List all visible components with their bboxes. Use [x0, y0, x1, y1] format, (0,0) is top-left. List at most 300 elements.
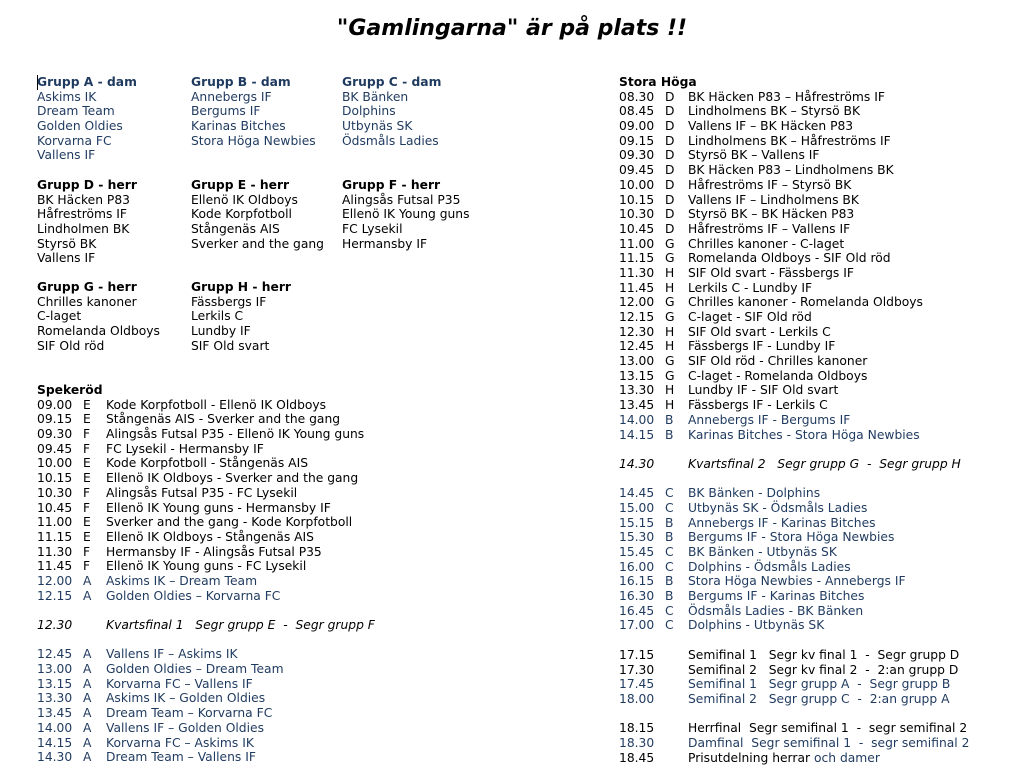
match-teams: Kode Korpfotboll - Stångenäs AIS	[106, 456, 308, 471]
match-row	[37, 721, 375, 736]
match-group: E	[83, 456, 91, 471]
match-time: 14.30	[619, 456, 655, 471]
team-name: Askims IK	[37, 89, 97, 104]
spacer	[619, 707, 969, 722]
match-group: D	[665, 104, 675, 119]
team-name: Ödsmåls Ladies	[342, 133, 439, 148]
match-row	[619, 663, 969, 678]
match-time: 15.30	[619, 530, 655, 545]
match-time: 17.45	[619, 677, 655, 692]
match-time: 14.15	[619, 427, 655, 442]
match-teams: Kvartsfinal 1 Segr grupp E - Segr grupp F	[106, 618, 375, 632]
match-time: 14.00	[37, 720, 73, 735]
match-teams: Håfreströms IF – Vallens IF	[688, 221, 851, 236]
match-group: E	[83, 471, 91, 486]
group-block	[191, 280, 291, 353]
match-group: C	[665, 545, 674, 559]
match-group: G	[665, 236, 675, 251]
match-row	[37, 412, 375, 427]
match-group: A	[83, 588, 92, 603]
match-row	[619, 178, 969, 193]
team-name: Fässbergs IF	[191, 294, 267, 309]
match-group	[665, 751, 688, 766]
match-time: 11.15	[619, 251, 655, 266]
match-group: D	[665, 148, 675, 163]
match-group: D	[665, 163, 675, 178]
match-time: 11.15	[37, 529, 73, 544]
match-row	[37, 736, 375, 751]
match-row	[619, 751, 969, 766]
match-teams: Styrsö BK – Vallens IF	[688, 148, 820, 163]
match-teams: Fässbergs IF - Lundby IF	[688, 339, 836, 354]
match-teams: FC Lysekil - Hermansby IF	[106, 441, 264, 456]
match-teams: Håfreströms IF – Styrsö BK	[688, 177, 852, 192]
match-group: F	[83, 485, 91, 500]
match-row	[37, 442, 375, 457]
match-teams: Dolphins - Ödsmåls Ladies	[688, 559, 851, 574]
team-name: C-laget	[37, 309, 82, 324]
match-row	[619, 369, 969, 384]
team-name: Dolphins	[342, 104, 396, 119]
match-teams: Bergums IF - Karinas Bitches	[688, 589, 865, 604]
match-teams: Stångenäs AIS - Sverker and the gang	[106, 412, 341, 427]
team-name: Sverker and the gang	[191, 236, 324, 251]
team-name: Korvarna FC	[37, 133, 112, 148]
match-group: D	[665, 207, 675, 222]
match-time: 16.45	[619, 603, 655, 618]
match-group: B	[665, 530, 674, 545]
match-row	[619, 325, 969, 340]
match-row	[619, 398, 969, 413]
match-group: C	[665, 559, 674, 574]
spacer	[619, 633, 969, 648]
match-teams: Prisutdelning herrar och damer	[688, 750, 880, 765]
match-time: 18.15	[619, 721, 655, 736]
match-time: 12.30	[619, 324, 655, 339]
match-row	[619, 383, 969, 398]
match-row	[37, 427, 375, 442]
schedule-spekerod	[37, 383, 375, 765]
match-group: C	[665, 603, 674, 618]
match-time: 17.00	[619, 618, 655, 633]
match-teams: Ellenö IK Oldboys - Stångenäs AIS	[106, 529, 314, 544]
match-group: A	[83, 720, 92, 735]
match-group	[665, 663, 688, 678]
match-row	[37, 662, 375, 677]
match-time: 17.30	[619, 662, 655, 677]
group-title: Grupp D - herr	[37, 178, 137, 192]
match-time: 14.30	[37, 750, 73, 765]
match-teams: Askims IK – Golden Oldies	[106, 691, 266, 706]
match-group: H	[665, 383, 675, 398]
group-block	[191, 178, 324, 251]
match-group: D	[665, 221, 675, 236]
match-group: A	[83, 735, 92, 750]
match-row	[37, 559, 375, 574]
match-group	[83, 618, 106, 633]
match-teams: Ellenö IK Young guns - Hermansby IF	[106, 500, 331, 515]
group-title: Grupp C - dam	[342, 75, 442, 89]
match-row	[619, 148, 969, 163]
match-row	[619, 413, 969, 428]
page-title: "Gamlingarna" är på plats !!	[336, 16, 688, 41]
match-row	[619, 266, 969, 281]
match-time: 11.30	[619, 265, 655, 280]
match-time: 09.15	[619, 133, 655, 148]
match-group: F	[83, 427, 91, 442]
match-time: 08.30	[619, 89, 655, 104]
spacer	[37, 603, 375, 618]
match-time: 14.00	[619, 412, 655, 427]
match-teams: Kode Korpfotboll - Ellenö IK Oldboys	[106, 397, 327, 412]
match-row	[619, 251, 969, 266]
match-time: 11.45	[619, 280, 655, 295]
match-row	[619, 281, 969, 296]
match-teams: Askims IK – Dream Team	[106, 573, 258, 588]
team-name: Stora Höga Newbies	[191, 133, 316, 148]
match-row	[619, 604, 969, 619]
match-time: 11.00	[37, 515, 73, 530]
match-teams: Vallens IF – Lindholmens BK	[688, 192, 859, 207]
match-teams: BK Häcken P83 – Håfreströms IF	[688, 89, 885, 104]
match-group: A	[83, 676, 92, 691]
match-time: 12.30	[37, 618, 73, 632]
team-name: FC Lysekil	[342, 222, 403, 237]
match-row	[619, 618, 969, 633]
match-row	[619, 736, 969, 751]
match-teams: Herrfinal Segr semifinal 1 - segr semifinal 2	[688, 721, 968, 736]
team-name: Annebergs IF	[191, 89, 272, 104]
match-teams: SIF Old svart - Lerkils C	[688, 324, 831, 339]
venue-title: Stora Höga	[619, 75, 697, 89]
match-time: 13.45	[37, 706, 73, 721]
match-time: 11.45	[37, 559, 73, 574]
match-teams: Hermansby IF - Alingsås Futsal P35	[106, 544, 322, 559]
match-group: C	[665, 500, 674, 515]
match-time: 18.45	[619, 750, 655, 765]
match-teams: Dream Team – Korvarna FC	[106, 706, 273, 721]
match-row	[37, 589, 375, 604]
match-group: A	[83, 691, 92, 706]
match-teams: Semifinal 1 Segr grupp A - Segr grupp B	[688, 677, 951, 692]
match-teams: Semifinal 1 Segr kv final 1 - Segr grupp D	[688, 647, 960, 662]
match-group: D	[665, 133, 675, 148]
match-time: 13.30	[37, 691, 73, 706]
match-time: 16.15	[619, 574, 655, 589]
match-group: E	[83, 529, 91, 544]
match-group: A	[83, 647, 92, 662]
match-time: 18.00	[619, 691, 655, 706]
match-teams: Lundby IF - SIF Old svart	[688, 383, 839, 398]
match-teams: Fässbergs IF - Lerkils C	[688, 398, 828, 413]
team-name: Lundby IF	[191, 324, 251, 339]
team-name: Romelanda Oldboys	[37, 324, 160, 339]
match-time: 12.15	[619, 310, 655, 324]
match-teams: BK Bänken - Dolphins	[688, 486, 821, 501]
match-row	[619, 486, 969, 501]
venue-title: Spekeröd	[37, 383, 103, 397]
match-teams: C-laget - SIF Old röd	[688, 310, 812, 324]
group-block	[191, 75, 316, 148]
team-name: Karinas Bitches	[191, 119, 286, 134]
match-teams: Bergums IF - Stora Höga Newbies	[688, 530, 895, 545]
match-time: 15.45	[619, 545, 655, 559]
match-time: 13.30	[619, 383, 655, 398]
match-teams: Lindholmens BK – Håfreströms IF	[688, 133, 891, 148]
match-group: F	[83, 500, 91, 515]
team-name: Lerkils C	[191, 309, 244, 324]
team-name: Hermansby IF	[342, 236, 428, 251]
match-row	[37, 486, 375, 501]
match-group	[665, 692, 688, 707]
match-group: H	[665, 398, 675, 413]
match-time: 13.15	[619, 368, 655, 383]
match-group: E	[83, 515, 91, 530]
match-time: 09.45	[619, 163, 655, 178]
match-time: 12.45	[37, 647, 73, 662]
match-row	[619, 589, 969, 604]
group-title: Grupp E - herr	[191, 178, 290, 192]
match-group: B	[665, 589, 674, 604]
match-time: 10.30	[619, 207, 655, 222]
match-group: E	[83, 397, 91, 412]
match-time: 09.30	[37, 427, 73, 442]
match-teams: Chrilles kanoner - C-laget	[688, 236, 845, 251]
group-title: Grupp A - dam	[37, 75, 137, 89]
match-teams: Vallens IF – Askims IK	[106, 647, 238, 662]
match-teams: Semifinal 2 Segr grupp C - 2:an grupp A	[688, 691, 950, 706]
match-teams: Annebergs IF - Bergums IF	[688, 412, 851, 427]
match-time: 10.30	[37, 485, 73, 500]
match-group: B	[665, 412, 674, 427]
match-time: 10.15	[37, 471, 73, 486]
match-row	[37, 398, 375, 413]
match-row	[619, 163, 969, 178]
team-name: Golden Oldies	[37, 119, 123, 134]
group-block	[37, 280, 160, 353]
match-teams: Vallens IF – BK Häcken P83	[688, 119, 854, 134]
match-group: C	[665, 486, 674, 501]
match-group: B	[665, 427, 674, 442]
match-row	[619, 545, 969, 560]
match-teams: Kvartsfinal 2 Segr grupp G - Segr grupp H	[688, 456, 961, 471]
match-group: B	[665, 515, 674, 530]
match-teams: Lindholmens BK – Styrsö BK	[688, 104, 861, 119]
match-row	[619, 90, 969, 105]
match-group: A	[83, 662, 92, 677]
match-row	[619, 457, 969, 472]
spacer	[619, 472, 969, 487]
team-name: BK Häcken P83	[37, 192, 130, 207]
match-time: 12.00	[619, 295, 655, 310]
match-teams: Ellenö IK Young guns - FC Lysekil	[106, 559, 307, 574]
match-row	[619, 501, 969, 516]
match-time: 10.45	[37, 500, 73, 515]
match-row	[37, 501, 375, 516]
match-row	[619, 574, 969, 589]
match-time: 16.00	[619, 559, 655, 574]
match-group: D	[665, 119, 675, 134]
match-group: G	[665, 310, 675, 324]
match-time: 12.15	[37, 588, 73, 603]
match-time: 09.30	[619, 148, 655, 163]
match-row	[37, 750, 375, 765]
team-name: Lindholmen BK	[37, 222, 130, 237]
match-row	[619, 560, 969, 575]
match-time: 11.00	[619, 236, 655, 251]
team-name: BK Bänken	[342, 89, 409, 104]
match-teams: Golden Oldies – Dream Team	[106, 662, 284, 677]
group-block	[37, 75, 137, 163]
group-title: Grupp F - herr	[342, 178, 441, 192]
match-row	[619, 207, 969, 222]
match-row	[619, 310, 969, 325]
match-group: D	[665, 177, 675, 192]
match-teams: Korvarna FC – Vallens IF	[106, 676, 253, 691]
match-time: 10.15	[619, 192, 655, 207]
match-teams: Damfinal Segr semifinal 1 - segr semifinal 2	[688, 735, 970, 750]
group-title: Grupp H - herr	[191, 280, 291, 294]
team-name: Vallens IF	[37, 251, 96, 266]
match-row	[37, 545, 375, 560]
match-time: 10.00	[619, 177, 655, 192]
match-teams: Styrsö BK – BK Häcken P83	[688, 207, 855, 222]
match-group: F	[83, 559, 91, 574]
team-name: Bergums IF	[191, 104, 261, 119]
match-time: 09.00	[619, 119, 655, 134]
match-teams: Stora Höga Newbies - Annebergs IF	[688, 574, 906, 589]
match-teams: C-laget - Romelanda Oldboys	[688, 368, 868, 383]
team-name: Alingsås Futsal P35	[342, 192, 461, 207]
match-row	[37, 647, 375, 662]
match-group: G	[665, 368, 675, 383]
match-row	[619, 237, 969, 252]
schedule-stora-hoga	[619, 75, 969, 765]
match-teams: Vallens IF – Golden Oldies	[106, 720, 264, 735]
spacer	[619, 442, 969, 457]
match-teams: Sverker and the gang - Kode Korpfotboll	[106, 515, 353, 530]
match-time: 15.00	[619, 500, 655, 515]
match-teams: Alingsås Futsal P35 - Ellenö IK Young guns	[106, 427, 365, 442]
match-group	[665, 721, 688, 736]
match-teams: Alingsås Futsal P35 - FC Lysekil	[106, 485, 298, 500]
spacer	[37, 633, 375, 648]
match-time: 12.00	[37, 573, 73, 588]
team-name: Styrsö BK	[37, 236, 97, 251]
match-time: 09.15	[37, 412, 73, 427]
match-time: 09.45	[37, 441, 73, 456]
match-row	[619, 134, 969, 149]
match-group: F	[83, 441, 91, 456]
match-row	[619, 721, 969, 736]
group-title: Grupp G - herr	[37, 280, 137, 294]
match-teams: Dream Team – Vallens IF	[106, 750, 256, 765]
match-teams: Korvarna FC – Askims IK	[106, 735, 254, 750]
match-row	[37, 530, 375, 545]
match-row	[37, 471, 375, 486]
match-row	[619, 516, 969, 531]
match-time: 13.15	[37, 676, 73, 691]
match-row	[619, 222, 969, 237]
group-block	[37, 178, 137, 266]
team-name: Stångenäs AIS	[191, 222, 280, 237]
match-group: C	[665, 618, 674, 633]
team-name: Dream Team	[37, 104, 115, 119]
match-row	[619, 193, 969, 208]
match-time: 13.00	[619, 354, 655, 369]
match-group: H	[665, 265, 675, 280]
match-teams: BK Bänken - Utbynäs SK	[688, 545, 837, 559]
match-time: 14.15	[37, 735, 73, 750]
match-group: H	[665, 324, 675, 339]
match-time: 18.30	[619, 735, 655, 750]
match-time: 14.45	[619, 486, 655, 501]
match-row	[619, 295, 969, 310]
match-row	[37, 515, 375, 530]
match-group	[665, 736, 688, 751]
match-time: 15.15	[619, 515, 655, 530]
match-row	[619, 530, 969, 545]
match-time: 10.00	[37, 456, 73, 471]
match-row	[619, 339, 969, 354]
match-teams: BK Häcken P83 – Lindholmens BK	[688, 163, 894, 178]
match-teams: Karinas Bitches - Stora Höga Newbies	[688, 427, 920, 442]
match-group: A	[83, 750, 92, 765]
match-group: A	[83, 706, 92, 721]
match-teams: Chrilles kanoner - Romelanda Oldboys	[688, 295, 923, 310]
match-time: 08.45	[619, 104, 655, 119]
match-row	[37, 456, 375, 471]
match-group	[665, 457, 688, 472]
team-name: SIF Old svart	[191, 338, 270, 353]
match-row	[37, 691, 375, 706]
match-teams: SIF Old svart - Fässbergs IF	[688, 265, 854, 280]
match-time: 09.00	[37, 397, 73, 412]
match-row	[37, 574, 375, 589]
match-time: 16.30	[619, 589, 655, 604]
group-title: Grupp B - dam	[191, 75, 291, 89]
match-group	[665, 677, 688, 692]
group-block	[342, 75, 441, 148]
team-name: Kode Korpfotboll	[191, 207, 292, 222]
team-name: Utbynäs SK	[342, 119, 413, 134]
match-group: E	[83, 412, 91, 427]
match-group: A	[83, 573, 92, 588]
match-group: H	[665, 280, 675, 295]
match-time: 13.45	[619, 398, 655, 413]
match-group: G	[665, 251, 675, 266]
match-group: D	[665, 192, 675, 207]
match-teams: Annebergs IF - Karinas Bitches	[688, 515, 876, 530]
team-name: Vallens IF	[37, 148, 96, 163]
match-time: 17.15	[619, 647, 655, 662]
match-row	[619, 677, 969, 692]
match-teams: Dolphins - Utbynäs SK	[688, 618, 825, 633]
match-teams: Semifinal 2 Segr kv final 2 - 2:an grupp D	[688, 662, 959, 677]
match-time: 12.45	[619, 339, 655, 354]
match-row	[619, 104, 969, 119]
match-row	[37, 618, 375, 633]
match-teams: Utbynäs SK - Ödsmåls Ladies	[688, 500, 868, 515]
match-row	[619, 354, 969, 369]
match-row	[619, 119, 969, 134]
match-teams: Romelanda Oldboys - SIF Old röd	[688, 251, 891, 266]
match-teams: Ellenö IK Oldboys - Sverker and the gang	[106, 471, 359, 486]
match-teams: SIF Old röd - Chrilles kanoner	[688, 354, 868, 369]
match-time: 13.00	[37, 662, 73, 677]
match-group: F	[83, 544, 91, 559]
match-teams: Ödsmåls Ladies - BK Bänken	[688, 603, 864, 618]
